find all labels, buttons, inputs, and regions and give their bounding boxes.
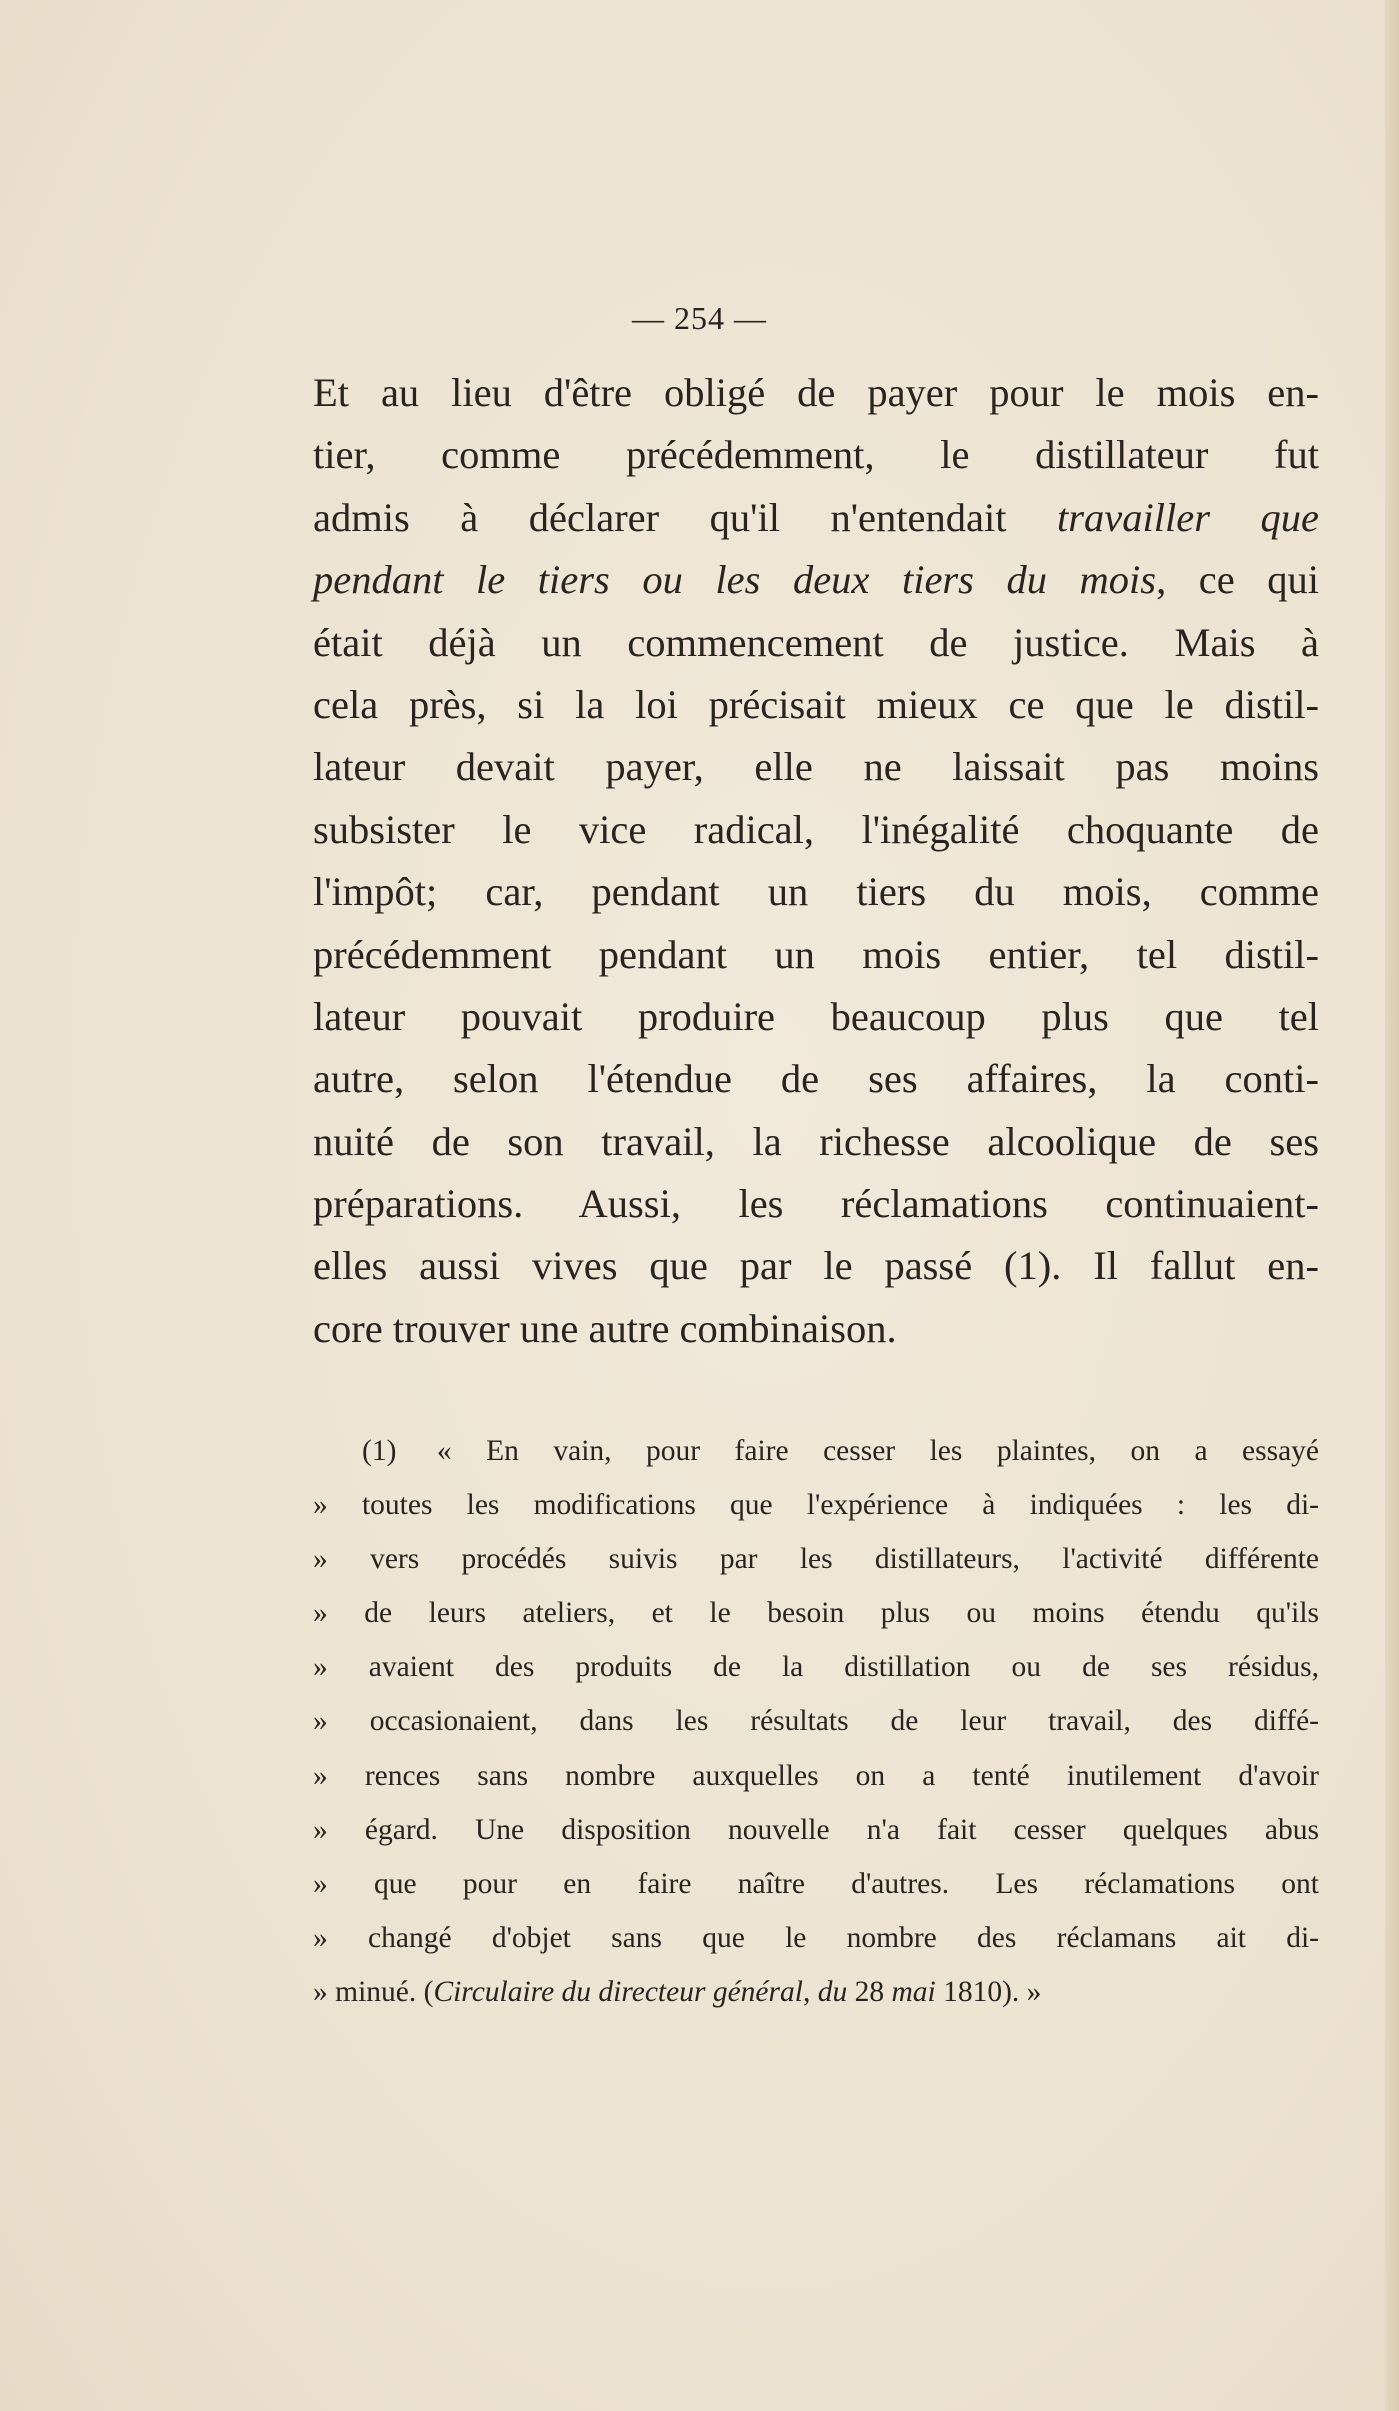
body-line: core trouver une autre combinaison. [313, 1305, 897, 1351]
body-line: elles aussi vives que par le passé (1). Il fallut en- [313, 1243, 1319, 1289]
body-line: était déjà un commencement de justice. Mais à [313, 619, 1319, 665]
footnote-source: Circulaire du directeur général [433, 1975, 803, 2008]
footnote-line-text: » minué. ( [313, 1975, 434, 2008]
footnote-line-text: 1810). » [935, 1975, 1042, 2008]
body-line [313, 487, 1319, 549]
body-line: autre, selon l'étendue de ses affaires, la conti- [313, 1056, 1319, 1102]
body-line: tier, comme précédemment, le distillateur fut [313, 432, 1319, 478]
footnote-line: » toutes les modifications que l'expérience à indiquées : les di- [313, 1489, 1319, 1522]
body-text [313, 362, 1319, 1360]
body-line: précédemment pendant un mois entier, tel distil- [313, 931, 1319, 977]
body-line-italic: travailler que [1057, 494, 1319, 540]
body-line: nuité de son travail, la richesse alcoolique de ses [313, 1118, 1319, 1164]
body-line: l'impôt; car, pendant un tiers du mois, comme [313, 869, 1319, 915]
footnote-line: » avaient des produits de la distillation ou de ses résidus, [313, 1651, 1319, 1684]
footnote-line: » vers procédés suivis par les distillateurs, l'activité différente [313, 1543, 1319, 1576]
body-line: lateur pouvait produire beaucoup plus que tel [313, 993, 1319, 1039]
footnote-line: » que pour en faire naître d'autres. Les réclamations ont [313, 1867, 1319, 1900]
footnote-marker: (1) [362, 1435, 397, 1467]
page-number: — 254 — [632, 300, 767, 336]
body-line: Et au lieu d'être obligé de payer pour le mois en- [313, 370, 1319, 415]
body-line-text: admis à déclarer qu'il n'entendait [313, 494, 1057, 540]
footnote-line: » égard. Une disposition nouvelle n'a fait cesser quelques abus [313, 1813, 1319, 1846]
body-line: subsister le vice radical, l'inégalité choquante de [313, 806, 1319, 852]
footnote-line-text: , [802, 1975, 818, 2008]
footnote-line [313, 1965, 1319, 2019]
footnote-day: 28 [847, 1975, 892, 2008]
footnote-line [313, 1424, 1319, 1478]
footnote-date-word: du [817, 1975, 848, 2008]
footnote-line: » changé d'objet sans que le nombre des réclamans ait di- [313, 1921, 1319, 1954]
body-line: lateur devait payer, elle ne laissait pas moins [313, 744, 1319, 790]
page-edge [1385, 0, 1399, 2411]
body-line: préparations. Aussi, les réclamations continuaient- [313, 1181, 1319, 1227]
footnote-line: » rences sans nombre auxquelles on a tenté inutilement d'avoir [313, 1759, 1319, 1792]
body-line: cela près, si la loi précisait mieux ce que le distil- [313, 681, 1319, 727]
body-line-italic: pendant le tiers ou les deux tiers du mois [313, 557, 1157, 603]
body-line-text: , ce qui [1156, 557, 1319, 603]
footnote-line: » occasionaient, dans les résultats de leur travail, des diffé- [313, 1705, 1319, 1738]
footnote-line-text: « En vain, pour faire cesser les plaintes, on a essayé [436, 1435, 1320, 1467]
footnote-line: » de leurs ateliers, et le besoin plus ou moins étendu qu'ils [313, 1597, 1319, 1630]
body-line [313, 549, 1319, 611]
footnote [313, 1424, 1319, 2019]
footnote-month: mai [891, 1975, 936, 2008]
